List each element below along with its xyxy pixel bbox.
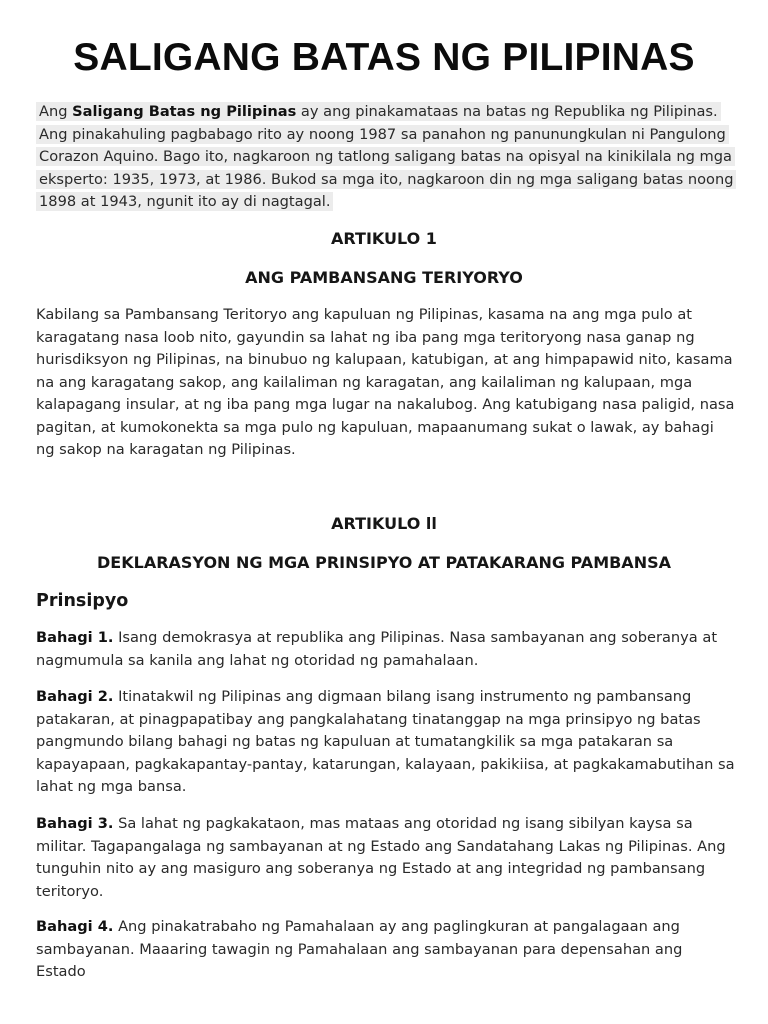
section-1-text: Isang demokrasya at republika ang Pilipinas. Nasa sambayanan ang soberanya at nagmumula sa kanila ang lahat ng otoridad ng pamahalaan. <box>36 629 718 669</box>
section-1-label: Bahagi 1. <box>36 629 114 646</box>
section-4-label: Bahagi 4. <box>36 918 114 935</box>
intro-highlight <box>36 102 736 211</box>
section-3-text: Sa lahat ng pagkakataon, mas mataas ang otoridad ng isang sibilyan kaysa sa militar. Tagapangalaga ng sambayanan at ng Estado ang Sandatahang Lakas ng Pilipinas. Ang tunguhin nito ay ang masiguro ang soberanya ng Estado at ang integridad ng pambansang teritoryo. <box>36 815 726 900</box>
section-2-label: Bahagi 2. <box>36 688 114 705</box>
intro-bold-term: Saligang Batas ng Pilipinas <box>72 103 297 120</box>
article-2-number: ARTIKULO ll <box>331 514 437 533</box>
article-1-body: Kabilang sa Pambansang Teritoryo ang kapuluan ng Pilipinas, kasama na ang mga pulo at karagatang nasa loob nito, gayundin sa lahat ng iba pang mga teritoryong nasa ganap ng hurisdiksyon ng Pilipinas, na binubuo ng kalupaan, katubigan, at ang himpapawid nito, kasama na ang karagatang sakop, ang kailaliman ng karagatan, ang kailaliman ng kalupaan, mga kalapagang insular, at ng iba pang mga lugar na nakalubog. Ang katubigang nasa paligid, nasa pagitan, at kumokonekta sa mga pulo ng kapuluan, mapaanumang sukat o lawak, ay bahagi ng sakop na karagatan ng Pilipinas. <box>36 306 735 458</box>
section-4-text: Ang pinakatrabaho ng Pamahalaan ay ang paglingkuran at pangalagaan ang sambayanan. Maaaring tawagin ng Pamahalaan ang sambayanan para depensahan ang Estado <box>36 918 683 980</box>
section-2 <box>36 686 736 799</box>
intro-prefix: Ang <box>39 103 73 120</box>
article-1-number: ARTIKULO 1 <box>331 229 437 248</box>
document-title: SALIGANG BATAS NG PILIPINAS <box>73 36 695 79</box>
principles-subheading: Prinsipyo <box>36 591 129 611</box>
article-2-title: DEKLARASYON NG MGA PRINSIPYO AT PATAKARANG PAMBANSA <box>97 553 671 572</box>
section-4 <box>36 916 736 984</box>
article-1-title: ANG PAMBANSANG TERIYORYO <box>245 268 523 287</box>
intro-paragraph <box>36 101 736 214</box>
section-3 <box>36 813 736 903</box>
section-2-text: Itinatakwil ng Pilipinas ang digmaan bilang isang instrumento ng pambansang patakaran, at pinagpapatibay ang pangkalahatang tinatanggap na mga prinsipyo ng batas pangmundo bilang bahagi ng batas ng kapuluan at tumatangkilik sa mga patakaran sa kapayapaan, pagkakapantay-pantay, katarungan, kalayaan, pakikiisa, at pagkakamabutihan sa lahat ng mga bansa. <box>36 688 735 795</box>
intro-text: ay ang pinakamataas na batas ng Republika ng Pilipinas. Ang pinakahuling pagbabago rito ay noong 1987 sa panahon ng panunungkulan ni Pangulong Corazon Aquino. Bago ito, nagkaroon ng tatlong saligang batas na opisyal na kinikilala ng mga eksperto: 1935, 1973, at 1986. Bukod sa mga ito, nagkaroon din ng mga saligang batas noong 1898 at 1943, ngunit ito ay di nagtagal. <box>39 103 734 210</box>
section-1 <box>36 627 736 672</box>
section-3-label: Bahagi 3. <box>36 815 114 832</box>
